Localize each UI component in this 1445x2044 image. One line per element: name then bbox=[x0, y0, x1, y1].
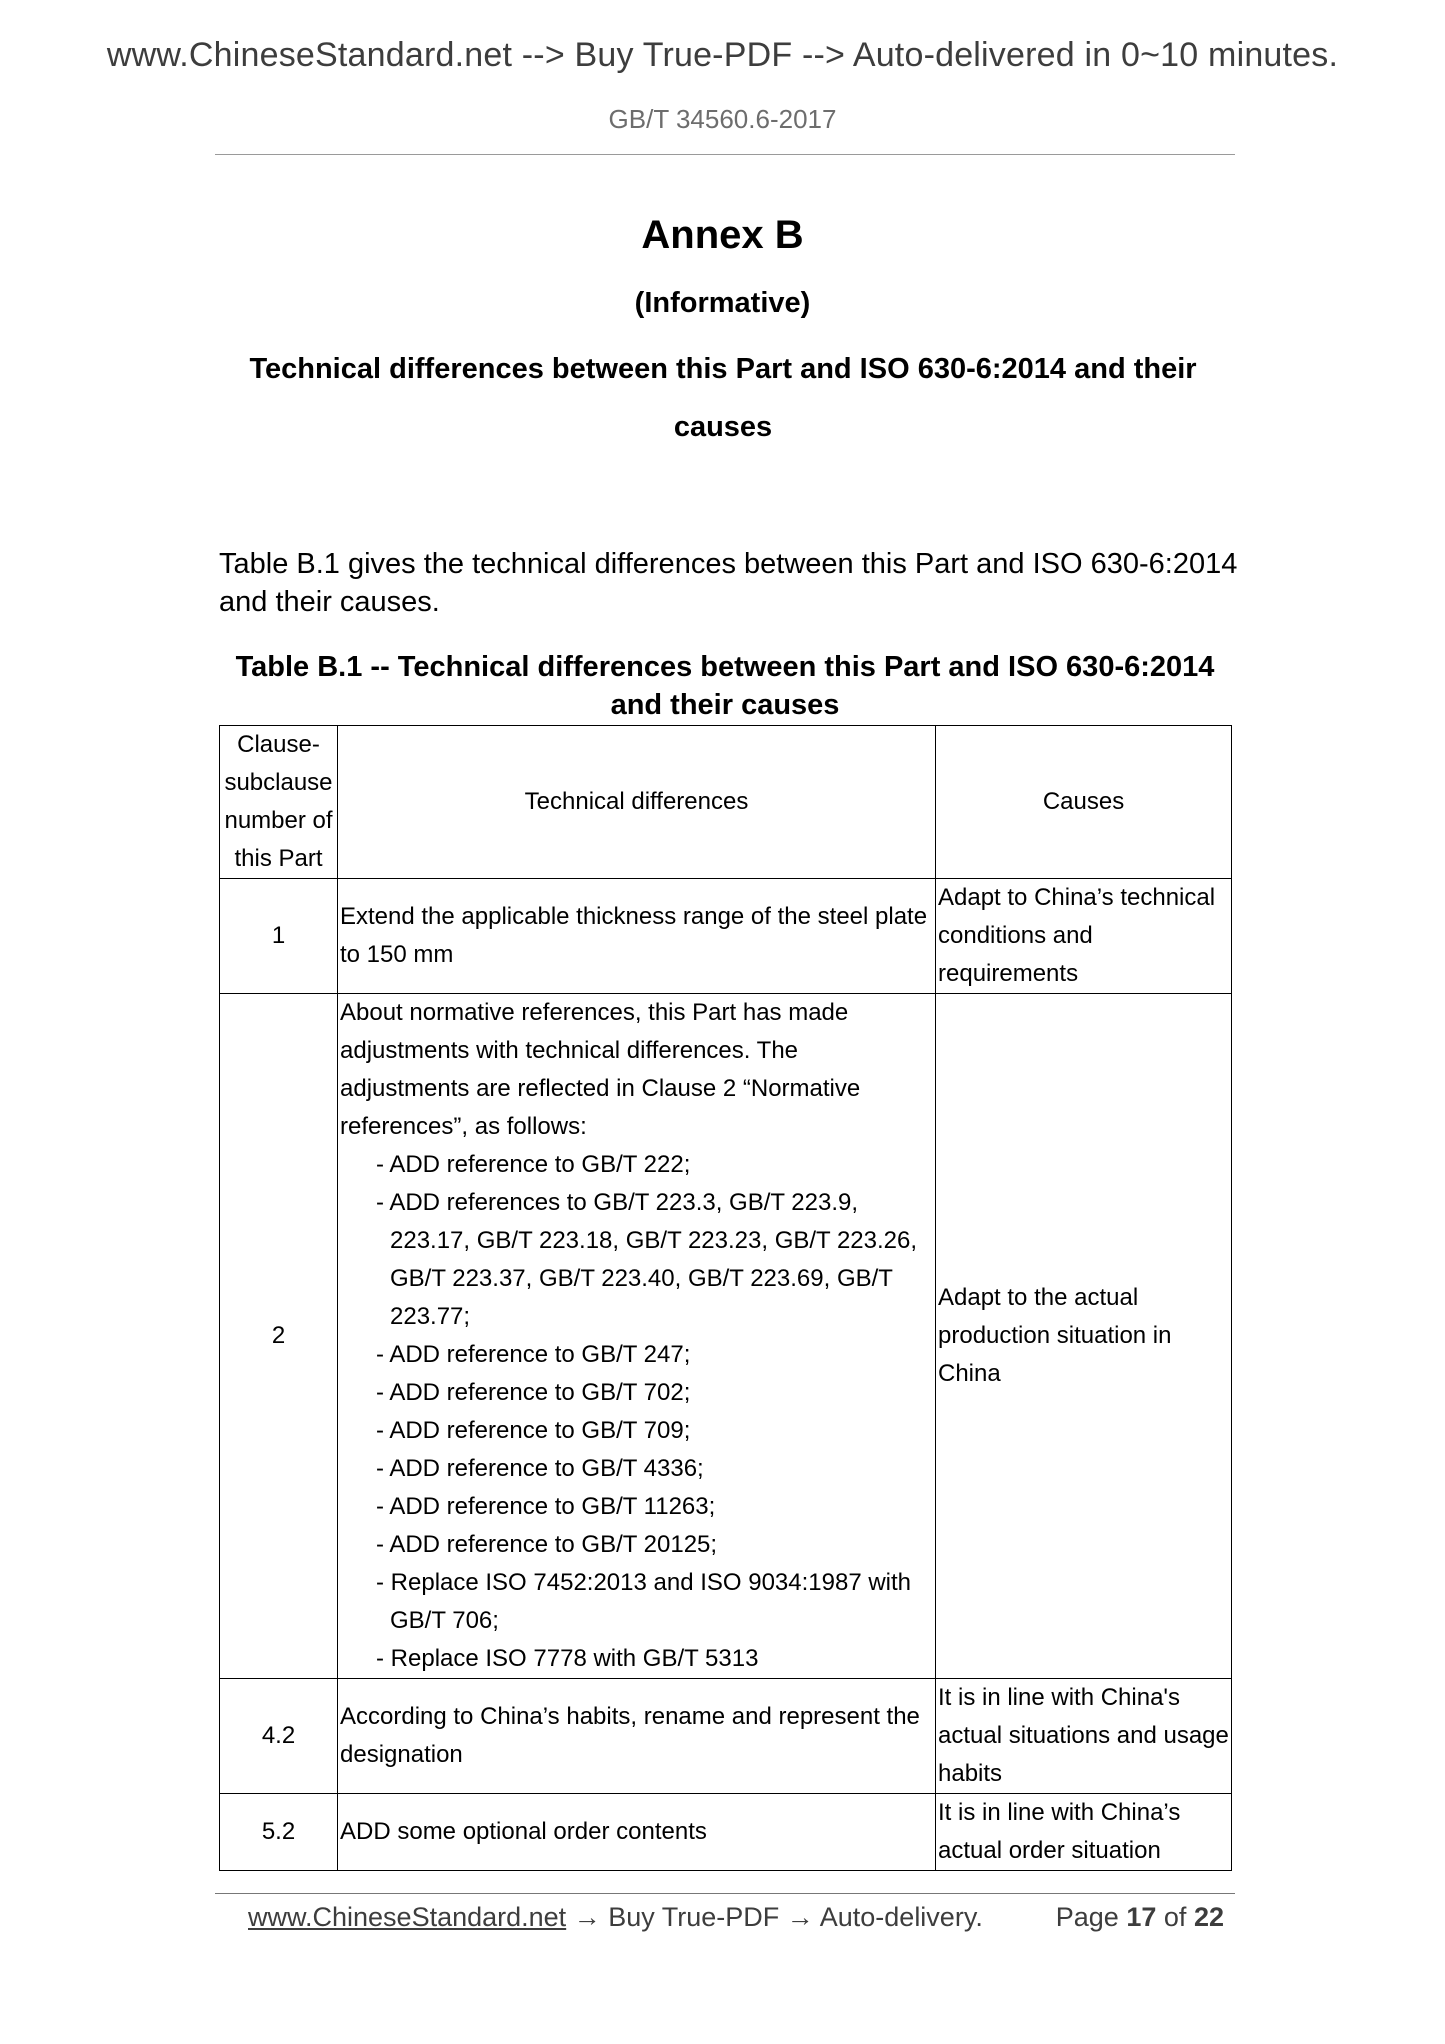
reference-list bbox=[340, 1146, 933, 1678]
footer bbox=[248, 1899, 1228, 1935]
page-current: 17 bbox=[1126, 1902, 1157, 1932]
standard-number: GB/T 34560.6-2017 bbox=[608, 104, 837, 134]
technical-intro: About normative references, this Part has made adjustments with technical differences. The adjustments are reflected in Clause 2 “Normative references”, as follows: bbox=[340, 999, 861, 1140]
list-item: - ADD reference to GB/T 4336; bbox=[376, 1455, 704, 1482]
list-item: - ADD reference to GB/T 20125; bbox=[376, 1531, 718, 1558]
annex-heading: Technical differences between this Part and ISO 630-6:2014 and their causes bbox=[249, 353, 1197, 443]
technical-cell bbox=[338, 994, 936, 1679]
header-divider bbox=[215, 154, 1235, 155]
table-row bbox=[220, 1794, 1232, 1871]
annex-kind: (Informative) bbox=[634, 287, 811, 319]
table-row bbox=[220, 1679, 1232, 1794]
footer-tagline: → Buy True-PDF → Auto-delivery. bbox=[566, 1902, 983, 1932]
table-caption: Table B.1 -- Technical differences between this Part and ISO 630-6:2014 and their causes bbox=[235, 651, 1215, 721]
clause-cell: 4.2 bbox=[220, 1679, 338, 1794]
page-of: of bbox=[1163, 1902, 1187, 1932]
header-technical-differences: Technical differences bbox=[338, 726, 936, 879]
footer-divider bbox=[215, 1893, 1235, 1894]
technical-cell: ADD some optional order contents bbox=[338, 1794, 936, 1871]
list-item: - ADD reference to GB/T 709; bbox=[376, 1417, 691, 1444]
annex-title: Annex B bbox=[641, 213, 804, 257]
footer-site-link[interactable]: www.ChineseStandard.net bbox=[248, 1902, 567, 1932]
differences-table bbox=[219, 725, 1232, 1871]
table-row bbox=[220, 994, 1232, 1679]
technical-cell: Extend the applicable thickness range of the steel plate to 150 mm bbox=[338, 879, 936, 994]
clause-cell: 2 bbox=[220, 994, 338, 1679]
table-row bbox=[220, 879, 1232, 994]
header-causes: Causes bbox=[936, 726, 1232, 879]
list-item: - ADD reference to GB/T 11263; bbox=[376, 1493, 716, 1520]
clause-cell: 1 bbox=[220, 879, 338, 994]
list-item: - Replace ISO 7452:2013 and ISO 9034:1987 with GB/T 706; bbox=[376, 1569, 912, 1634]
list-item: - ADD reference to GB/T 702; bbox=[376, 1379, 691, 1406]
page-indicator bbox=[1056, 1899, 1224, 1935]
list-item: - ADD references to GB/T 223.3, GB/T 223.9, 223.17, GB/T 223.18, GB/T 223.23, GB/T 223.26, GB/T 223.37, GB/T 223.40, GB/T 223.69, GB/T 223.77; bbox=[376, 1189, 918, 1330]
list-item: - ADD reference to GB/T 222; bbox=[376, 1151, 691, 1178]
header-clause: Clause-subclause number of this Part bbox=[220, 726, 338, 879]
intro-paragraph: Table B.1 gives the technical differences between this Part and ISO 630-6:2014 and their causes. bbox=[219, 548, 1238, 618]
cause-cell: Adapt to the actual production situation in China bbox=[936, 994, 1232, 1679]
list-item: - ADD reference to GB/T 247; bbox=[376, 1341, 691, 1368]
top-banner: www.ChineseStandard.net --> Buy True-PDF --> Auto-delivered in 0~10 minutes. bbox=[106, 36, 1339, 74]
page-total: 22 bbox=[1193, 1902, 1224, 1932]
cause-cell: It is in line with China’s actual order situation bbox=[936, 1794, 1232, 1871]
technical-cell: According to China’s habits, rename and represent the designation bbox=[338, 1679, 936, 1794]
cause-cell: Adapt to China’s technical conditions and requirements bbox=[936, 879, 1232, 994]
cause-cell: It is in line with China's actual situations and usage habits bbox=[936, 1679, 1232, 1794]
list-item: - Replace ISO 7778 with GB/T 5313 bbox=[376, 1645, 759, 1672]
page-label: Page bbox=[1055, 1902, 1119, 1932]
clause-cell: 5.2 bbox=[220, 1794, 338, 1871]
table-header-row bbox=[220, 726, 1232, 879]
